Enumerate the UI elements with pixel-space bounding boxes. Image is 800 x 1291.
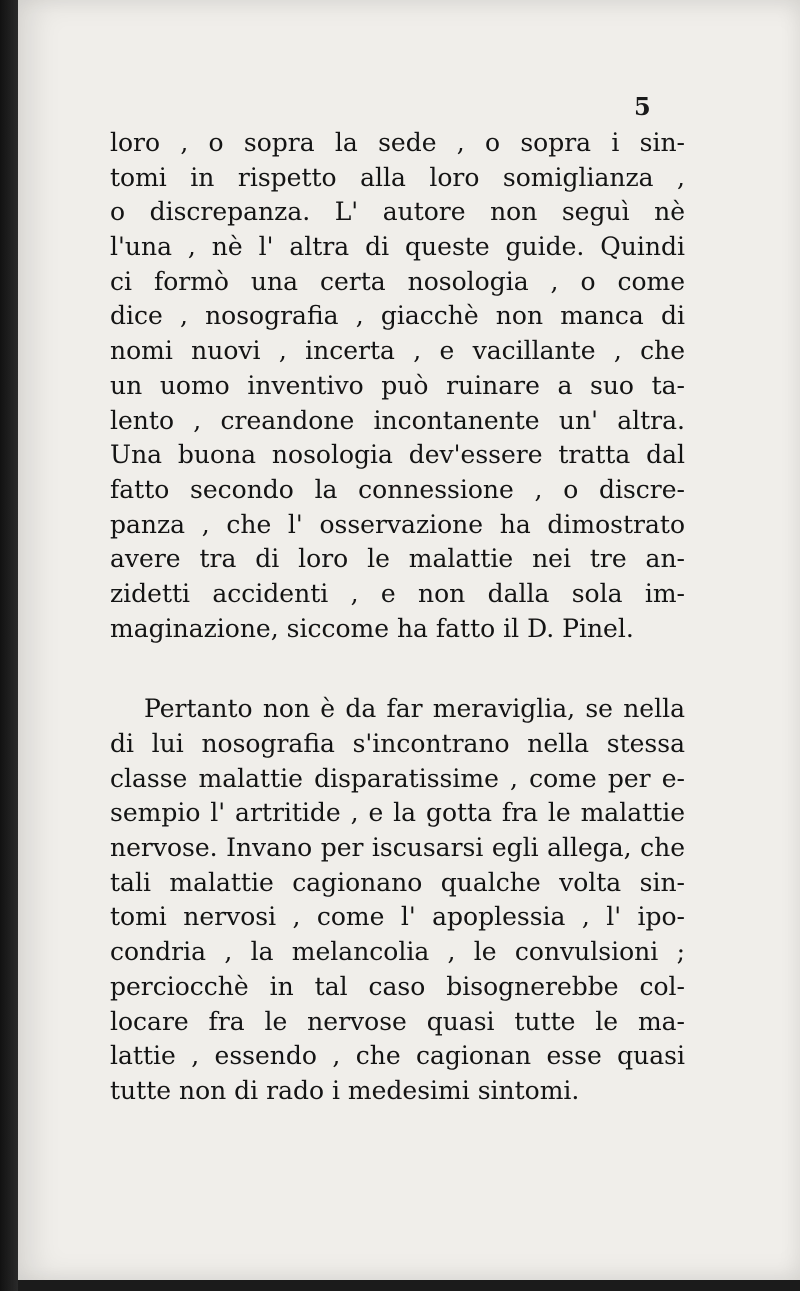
text-line: un uomo inventivo può ruinare a suo ta- [110,370,685,400]
text-line: maginazione, siccome ha fatto il D. Pinel. [110,613,634,643]
text-line: nervose. Invano per iscusarsi egli allega, che [110,833,685,863]
text-line: tomi in rispetto alla loro somiglianza , [110,162,685,192]
page-number: 5 [634,92,651,121]
text-line: l'una , nè l' altra di queste guide. Quindi [110,232,685,262]
text-line: zidetti accidenti , e non dalla sola im- [110,578,685,608]
text-line: tali malattie cagionano qualche volta sin- [110,867,685,897]
paragraph-1 [110,126,685,646]
text-line: sempio l' artritide , e la gotta fra le malattie [110,798,685,828]
bottom-edge [18,1280,800,1291]
paragraph-2 [110,692,685,1108]
text-line: o discrepanza. L' autore non seguì nè [110,197,685,227]
text-line: locare fra le nervose quasi tutte le ma- [110,1006,685,1036]
text-line: condria , la melancolia , le convulsioni ; [110,937,685,967]
text-line: lento , creandone incontanente un' altra. [110,405,685,435]
text-line: panza , che l' osservazione ha dimostrato [110,509,685,539]
text-line: di lui nosografia s'incontrano nella stessa [110,729,685,758]
text-line: nomi nuovi , incerta , e vacillante , che [110,336,685,366]
text-line: tomi nervosi , come l' apoplessia , l' ipo- [110,902,685,932]
text-line: avere tra di loro le malattie nei tre an- [110,544,685,574]
text-line: Pertanto non è da far meraviglia, se nella [144,694,685,724]
text-line: fatto secondo la connessione , o discre- [110,474,685,504]
book-page [18,0,800,1280]
text-line: Una buona nosologia dev'essere tratta dal [110,440,685,470]
paragraph-gap [110,646,685,692]
text-line: loro , o sopra la sede , o sopra i sin- [110,128,685,157]
text-line: tutte non di rado i medesimi sintomi. [110,1075,580,1105]
text-line: perciocchè in tal caso bisognerebbe col- [110,971,685,1001]
text-line: classe malattie disparatissime , come per e- [110,763,685,793]
text-line: lattie , essendo , che cagionan esse quasi [110,1041,685,1071]
text-line: ci formò una certa nosologia , o come [110,266,685,296]
book-gutter-shadow [0,0,18,1291]
text-line: dice , nosografia , giacchè non manca di [110,301,685,331]
text-body [110,126,685,1109]
